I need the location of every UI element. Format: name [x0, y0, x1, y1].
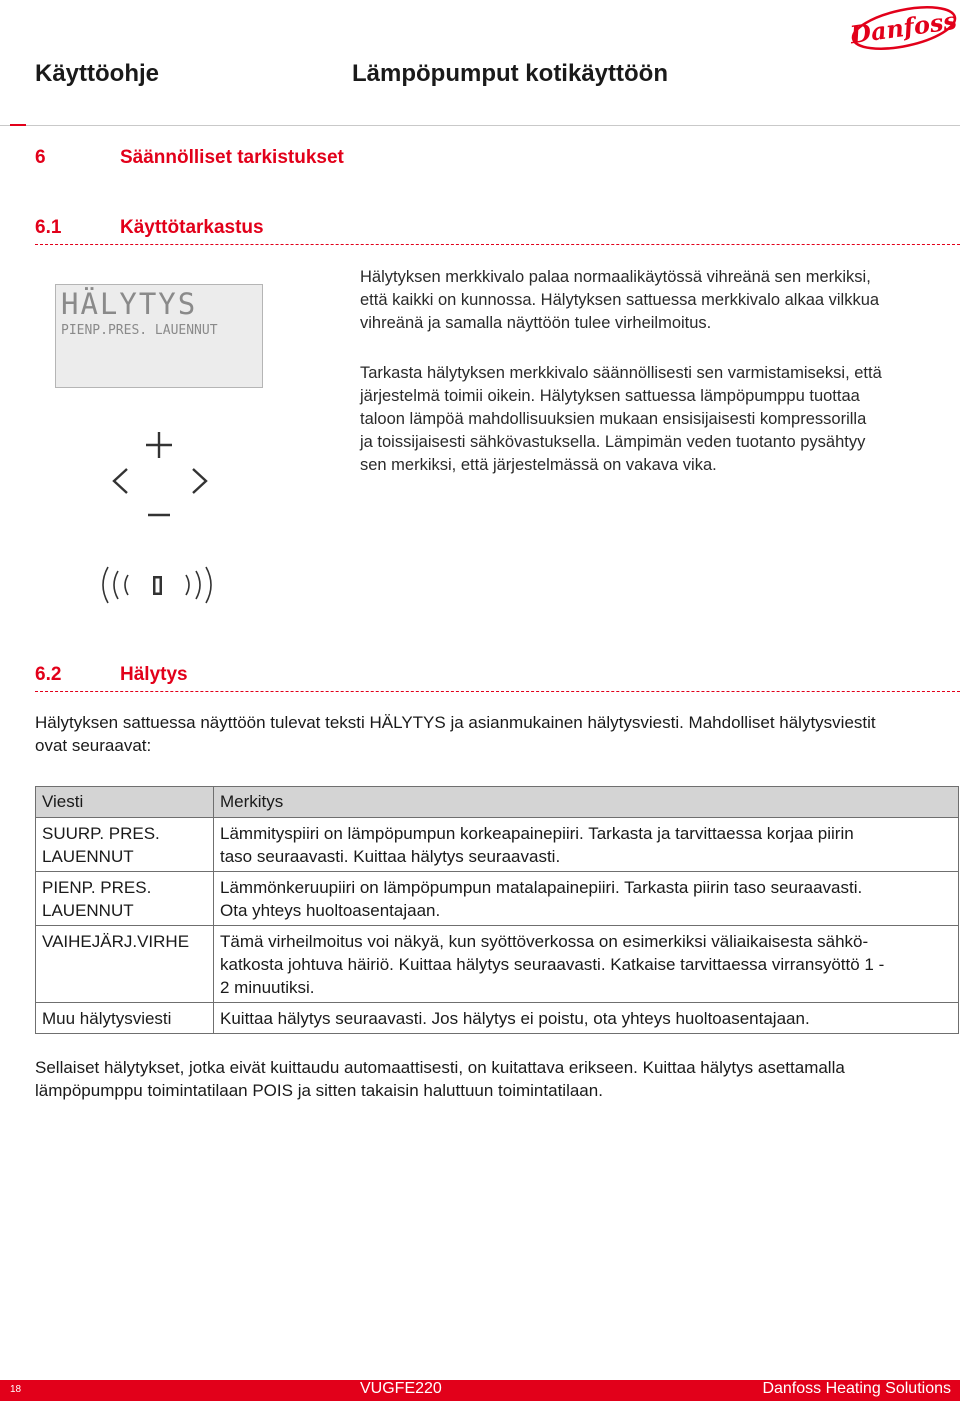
- cell-line: katkosta johtuva häiriö. Kuittaa hälytys seuraavasti. Katkaise tarvittaessa virransyöttö 1 -: [220, 955, 885, 974]
- text-line: sen merkiksi, että järjestelmässä on vakava vika.: [360, 456, 717, 474]
- chevron-right-icon: [193, 469, 206, 493]
- cell-line: PIENP. PRES.: [42, 878, 152, 897]
- meaning-cell: [214, 818, 959, 872]
- cell-line: Lämmityspiiri on lämpöpumpun korkeapainepiiri. Tarkasta ja tarvittaessa korjaa piirin: [220, 824, 854, 843]
- chevron-left-icon: [114, 469, 127, 493]
- danfoss-logo: [848, 4, 958, 50]
- lcd-display: [55, 284, 263, 388]
- section-6-2-number: 6.2: [35, 664, 62, 685]
- section-6-1-title: Käyttötarkastus: [120, 217, 264, 238]
- cell-line: taso seuraavasti. Kuittaa hälytys seuraavasti.: [220, 847, 561, 866]
- table-row: [36, 926, 959, 1003]
- section-6-title: Säännölliset tarkistukset: [120, 147, 344, 168]
- lcd-line-2: PIENP.PRES. LAUENNUT: [61, 323, 218, 338]
- meaning-cell: [214, 1003, 959, 1034]
- svg-text:Danfoss: Danfoss: [848, 5, 958, 50]
- column-header-message: Viesti: [36, 787, 214, 818]
- document-topic-title: Lämpöpumput kotikäyttöön: [352, 60, 668, 87]
- cell-line: SUURP. PRES.: [42, 824, 160, 843]
- text-line: järjestelmä toimii oikein. Hälytyksen sattuessa lämpöpumppu tuottaa: [360, 387, 860, 405]
- company-name: Danfoss Heating Solutions: [762, 1380, 951, 1397]
- cell-line: LAUENNUT: [42, 847, 134, 866]
- section-6-2-title: Hälytys: [120, 664, 188, 685]
- text-line: Sellaiset hälytykset, jotka eivät kuittaudu automaattisesti, on kuitattava erikseen. Kuittaa hälytys asettamalla: [35, 1058, 845, 1077]
- text-line: lämpöpumppu toimintatilaan POIS ja sitten takaisin haluttuun toimintatilaan.: [35, 1081, 603, 1100]
- table-row: [36, 1003, 959, 1034]
- text-line: ovat seuraavat:: [35, 736, 152, 755]
- cell-line: Kuittaa hälytys seuraavasti. Jos hälytys ei poistu, ota yhteys huoltoasentajaan.: [220, 1009, 810, 1028]
- text-line: Hälytyksen sattuessa näyttöön tulevat teksti HÄLYTYS ja asianmukainen hälytysviesti. Mahdolliset hälytysviestit: [35, 713, 876, 732]
- text-line: ja toissijaisesti sähkövastuksella. Lämpimän veden tuotanto pysähtyy: [360, 433, 866, 451]
- section-6-2-divider: [35, 691, 960, 692]
- alarm-reset-instructions: [35, 1056, 845, 1102]
- cell-line: 2 minuutiksi.: [220, 978, 315, 997]
- column-header-meaning: Merkitys: [214, 787, 959, 818]
- text-line: vihreänä ja samalla näyttöön tulee virheilmoitus.: [360, 314, 712, 332]
- lcd-line-1: HÄLYTYS: [61, 287, 198, 321]
- alarm-light-icon: [98, 565, 218, 605]
- text-line: Tarkasta hälytyksen merkkivalo säännöllisesti sen varmistamiseksi, että: [360, 364, 882, 382]
- document-type-title: Käyttöohje: [35, 60, 160, 87]
- message-cell: [36, 1003, 214, 1034]
- text-line: että kaikki on kunnossa. Hälytyksen sattuessa merkkivalo alkaa vilkkua: [360, 291, 880, 309]
- footer-bar: [0, 1380, 960, 1401]
- text-line: Hälytyksen merkkivalo palaa normaalikäytössä vihreänä sen merkiksi,: [360, 268, 871, 286]
- alarm-intro: [35, 711, 876, 757]
- indicator-description: [360, 266, 879, 335]
- cell-line: Muu hälytysviesti: [42, 1009, 172, 1028]
- text-line: taloon lämpöä mahdollisuuksien mukaan ensisijaisesti kompressorilla: [360, 410, 867, 428]
- table-header-row: [36, 787, 959, 818]
- cell-line: Lämmönkeruupiiri on lämpöpumpun matalapainepiiri. Tarkasta piirin taso seuraavasti.: [220, 878, 863, 897]
- table-row: [36, 818, 959, 872]
- section-6-1-divider: [35, 244, 960, 245]
- cell-line: LAUENNUT: [42, 901, 134, 920]
- message-cell: [36, 818, 214, 872]
- check-instructions: [360, 362, 882, 477]
- cell-line: VAIHEJÄRJ.VIRHE: [42, 932, 190, 951]
- plus-icon: [146, 432, 172, 458]
- cell-line: Tämä virheilmoitus voi näkyä, kun syöttöverkossa on esimerkiksi väliaikaisesta sähkö-: [220, 932, 869, 951]
- cell-line: Ota yhteys huoltoasentajaan.: [220, 901, 441, 920]
- alarm-message-table: [35, 786, 959, 1034]
- document-code: VUGFE220: [360, 1380, 442, 1397]
- meaning-cell: [214, 926, 959, 1003]
- section-6-number: 6: [35, 147, 46, 168]
- section-6-1-number: 6.1: [35, 217, 62, 238]
- message-cell: [36, 872, 214, 926]
- meaning-cell: [214, 872, 959, 926]
- page-number: 18: [10, 1384, 22, 1395]
- message-cell: [36, 926, 214, 1003]
- control-pad-illustration: [100, 425, 220, 525]
- table-row: [36, 872, 959, 926]
- header-divider-accent: [10, 124, 26, 126]
- header-divider: [0, 125, 960, 126]
